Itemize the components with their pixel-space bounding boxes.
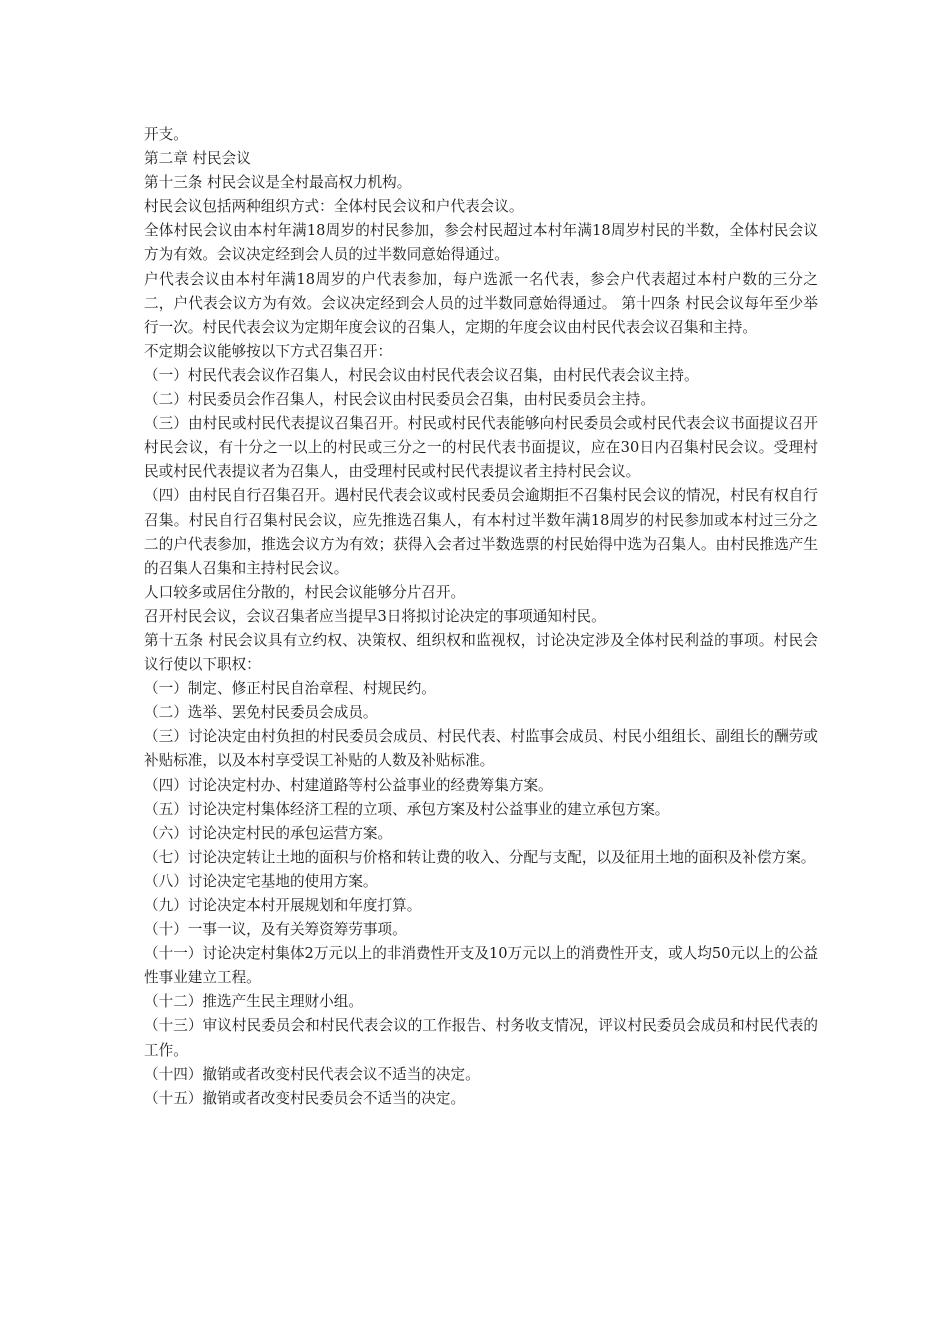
- paragraph: 开支。: [144, 126, 188, 143]
- paragraph: 全体村民会议由本村年满18周岁的村民参加，参会村民超过本村年满18周岁村民的半数，全体村民会议方为有效。会议决定经到会人员的过半数同意始得通过。: [144, 222, 818, 264]
- paragraph: 召开村民会议，会议召集者应当提早3日将拟讨论决定的事项通知村民。: [144, 607, 606, 625]
- paragraph: 村民会议包括两种组织方式：全体村民会议和户代表会议。: [144, 198, 524, 216]
- list-item: （八）讨论决定宅基地的使用方案。: [144, 872, 378, 890]
- list-item: （三）讨论决定由村负担的村民委员会成员、村民代表、村监事会成员、村民小组组长、副组长的酬劳或补贴标准，以及本村享受误工补贴的人数及补贴标准。: [144, 728, 818, 770]
- list-item: （七）讨论决定转让土地的面积与价格和转让费的收入、分配与支配，以及征用土地的面积及补偿方案。: [144, 848, 816, 866]
- list-item: （十）一事一议，及有关筹资筹劳事项。: [144, 921, 407, 939]
- list-item: （二）村民委员会作召集人，村民会议由村民委员会召集，由村民委员会主持。: [144, 391, 655, 409]
- list-item: （十三）审议村民委员会和村民代表会议的工作报告、村务收支情况，评议村民委员会成员和村民代表的工作。: [144, 1017, 818, 1059]
- list-item: （六）讨论决定村民的承包运营方案。: [144, 824, 393, 842]
- list-item: （四）讨论决定村办、村建道路等村公益事业的经费筹集方案。: [144, 776, 553, 794]
- list-item: （九）讨论决定本村开展规划和年度打算。: [144, 897, 422, 914]
- list-item: （三）由村民或村民代表提议召集召开。村民或村民代表能够向村民委员会或村民代表会议书面提议召开村民会议，有十分之一以上的村民或三分之一的村民代表书面提议，应在30日内召集村民会议。受理村民或村民代表提议者为召集人，由受理村民或村民代表提议者主持村民会议。: [144, 415, 818, 481]
- list-item: （十一）讨论决定村集体2万元以上的非消费性开支及10万元以上的消费性开支，或人均50元以上的公益性事业建立工程。: [144, 945, 818, 987]
- list-item: （二）选举、罢免村民委员会成员。: [144, 704, 378, 722]
- chapter-heading: 第二章 村民会议: [144, 150, 251, 168]
- list-item: （四）由村民自行召集召开。遇村民代表会议或村民委员会逾期拒不召集村民会议的情况，村民有权自行召集。村民自行召集村民会议，应先推选召集人，有本村过半数年满18周岁的村民参加或本村过三分之二的户代表参加，推选会议方为有效；获得入会者过半数选票的村民始得中选为召集人。由村民推选产生的召集人召集和主持村民会议。: [144, 487, 818, 577]
- list-item: （五）讨论决定村集体经济工程的立项、承包方案及村公益事业的建立承包方案。: [144, 800, 670, 818]
- paragraph: 户代表会议由本村年满18周岁的户代表参加，每户选派一名代表，参会户代表超过本村户数的三分之二，户代表会议方为有效。会议决定经到会人员的过半数同意始得通过。 第十四条 村民会议每年至少举行一次。村民代表会议为定期年度会议的召集人，定期的年度会议由村民代表会议召集和主持。: [144, 270, 818, 336]
- list-item: （十二）推选产生民主理财小组。: [144, 993, 363, 1011]
- paragraph: 不定期会议能够按以下方式召集召开：: [144, 342, 393, 360]
- paragraph: 第十三条 村民会议是全村最高权力机构。: [144, 174, 412, 192]
- paragraph: 人口较多或居住分散的，村民会议能够分片召开。: [144, 583, 466, 601]
- list-item: （一）制定、修正村民自治章程、村规民约。: [144, 680, 436, 698]
- paragraph: 第十五条 村民会议具有立约权、决策权、组织权和监视权，讨论决定涉及全体村民利益的事项。村民会议行使以下职权：: [144, 631, 818, 674]
- list-item: （十五）撤销或者改变村民委员会不适当的决定。: [144, 1089, 466, 1107]
- list-item: （一）村民代表会议作召集人，村民会议由村民代表会议召集，由村民代表会议主持。: [144, 366, 699, 384]
- list-item: （十四）撤销或者改变村民代表会议不适当的决定。: [144, 1065, 480, 1083]
